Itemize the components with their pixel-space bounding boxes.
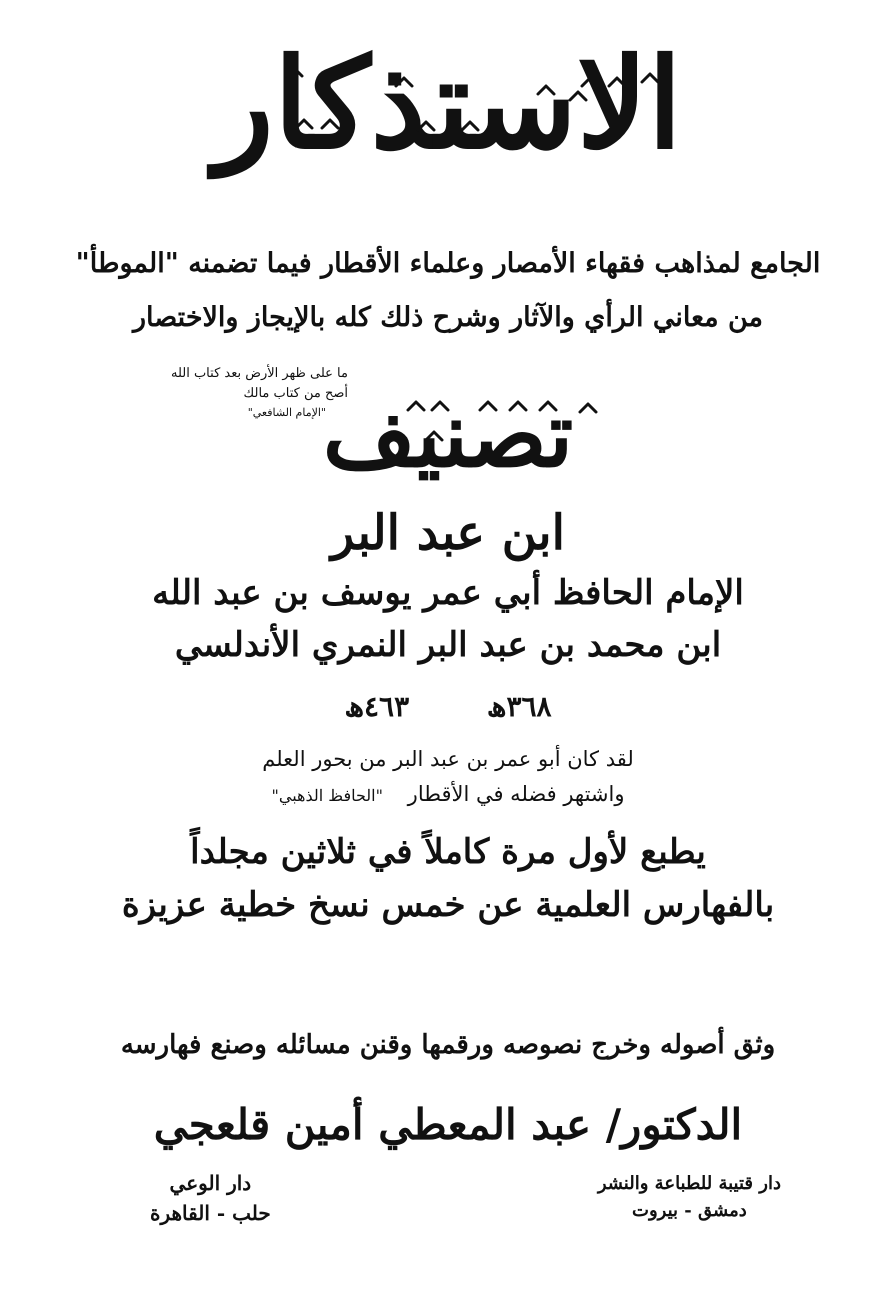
quote-attribution: "الإمام الشافعي" (247, 406, 326, 420)
edition-line-2: بالفهارس العلمية عن خمس نسخ خطية عزيزة (121, 885, 775, 925)
author-short-name: ابن عبد البر (331, 505, 565, 561)
dahabi-line-2: واشتهر فضله في الأقطار (407, 781, 625, 806)
subtitle-line-1: الجامع لمذاهب فقهاء الأمصار وعلماء الأقطار فيما تضمنه "الموطأ" (75, 248, 821, 279)
editor-name: الدكتور/ عبد المعطي أمين قلعجي (153, 1100, 743, 1149)
edition-line-1: يطبع لأول مرة كاملاً في ثلاثين مجلداً (190, 832, 706, 872)
dahabi-attribution: "الحافظ الذهبي" (271, 785, 383, 805)
date-death: ٤٦٣ھ (344, 690, 410, 723)
author-dates (0, 690, 896, 723)
author-full-name-line-2: ابن محمد بن عبد البر النمري الأندلسي (174, 625, 722, 665)
publisher-left (150, 1168, 271, 1228)
publisher-left-name: دار الوعي (169, 1171, 252, 1195)
publisher-right-cities: دمشق - بيروت (632, 1200, 747, 1221)
quote-line-2: أصح من كتاب مالك (243, 386, 348, 402)
editor-work-description: وثق أصوله وخرج نصوصه ورقمها وقنن مسائله وصنع فهارسه (120, 1030, 776, 1060)
author-full-name-line-1: الإمام الحافظ أبي عمر يوسف بن عبد الله (152, 573, 744, 613)
dahabi-line-1: لقد كان أبو عمر بن عبد البر من بحور العلم (262, 747, 634, 771)
publisher-right-name: دار قتيبة للطباعة والنشر (597, 1173, 781, 1194)
publisher-left-cities: حلب - القاهرة (150, 1201, 271, 1225)
authorship-label: تصنيف (322, 382, 574, 488)
dahabi-quote (0, 742, 896, 811)
publisher-right (598, 1170, 781, 1224)
subtitle-line-2: من معاني الرأي والآثار وشرح ذلك كله بالإيجاز والاختصار (133, 302, 763, 333)
date-birth: ٣٦٨ھ (486, 690, 552, 723)
quote-line-1: ما على ظهر الأرض بعد كتاب الله (170, 366, 348, 381)
book-title: الاستذكار (213, 32, 683, 177)
